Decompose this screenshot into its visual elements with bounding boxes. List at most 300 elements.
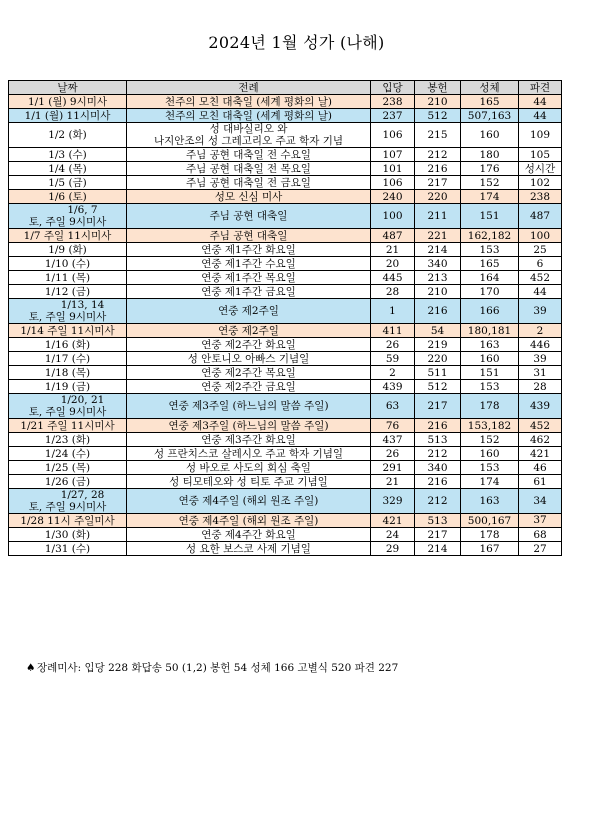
celebration-text: 연중 제4주일 (해외 원조 주일) [178, 514, 319, 527]
entrance-hymn-number: 421 [382, 514, 403, 527]
communion-hymn-number: 160 [479, 352, 500, 365]
dismissal-hymn-cell [519, 338, 562, 352]
offertory-hymn-cell [415, 229, 461, 243]
table-row [9, 257, 562, 271]
offertory-hymn-number: 220 [427, 352, 448, 365]
date-cell [9, 366, 127, 380]
entrance-hymn-cell [371, 257, 415, 271]
communion-hymn-number: 162,182 [467, 229, 512, 242]
offertory-hymn-number: 513 [427, 514, 448, 527]
offertory-hymn-cell [415, 366, 461, 380]
date-text: 1/18 (목) [44, 366, 91, 379]
offertory-hymn-cell [415, 433, 461, 447]
entrance-hymn-number: 24 [385, 528, 400, 541]
offertory-hymn-number: 512 [427, 109, 448, 122]
entrance-hymn-cell [371, 514, 415, 528]
date-text: 1/7 주일 11시미사 [23, 229, 112, 242]
dismissal-hymn-cell [519, 324, 562, 338]
dismissal-hymn-number: 39 [533, 352, 547, 365]
dismissal-hymn-number: 44 [533, 95, 547, 108]
entrance-hymn-cell [371, 285, 415, 299]
entrance-hymn-number: 237 [382, 109, 403, 122]
communion-hymn-cell [461, 148, 519, 162]
dismissal-hymn-cell [519, 461, 562, 475]
column-header-offertory: 봉헌 [415, 81, 461, 95]
offertory-hymn-number: 216 [427, 162, 448, 175]
table-row [9, 366, 562, 380]
date-cell [9, 148, 127, 162]
date-cell [9, 475, 127, 489]
offertory-hymn-number: 211 [427, 210, 448, 222]
celebration-cell [127, 433, 371, 447]
date-text: 1/4 (목) [48, 162, 87, 175]
entrance-hymn-number: 59 [385, 352, 400, 365]
communion-hymn-cell [461, 204, 519, 229]
table-row [9, 419, 562, 433]
entrance-hymn-number: 411 [382, 324, 403, 337]
offertory-hymn-number: 513 [427, 433, 448, 446]
communion-hymn-cell [461, 229, 519, 243]
communion-hymn-number: 160 [479, 129, 500, 141]
date-text: 1/2 (화) [48, 129, 87, 141]
dismissal-hymn-cell [519, 190, 562, 204]
dismissal-hymn-number: 61 [533, 475, 547, 488]
table-row [9, 95, 562, 109]
table-row [9, 109, 562, 123]
dismissal-hymn-number: 439 [529, 400, 551, 412]
date-cell [9, 123, 127, 148]
celebration-text: 성 티모테오와 성 티토 주교 기념일 [169, 475, 328, 488]
celebration-text: 연중 제2주일 [218, 324, 279, 337]
celebration-cell [127, 352, 371, 366]
table-row [9, 299, 562, 324]
date-text: 1/19 (금) [44, 380, 91, 393]
dismissal-hymn-number: 39 [533, 305, 547, 317]
entrance-hymn-number: 2 [389, 366, 396, 379]
date-cell [9, 285, 127, 299]
dismissal-hymn-cell [519, 285, 562, 299]
communion-hymn-cell [461, 243, 519, 257]
offertory-hymn-cell [415, 162, 461, 176]
offertory-hymn-cell [415, 204, 461, 229]
entrance-hymn-number: 101 [382, 162, 403, 175]
offertory-hymn-number: 212 [427, 447, 448, 460]
entrance-hymn-cell [371, 419, 415, 433]
funeral-mass-note [26, 660, 398, 675]
communion-hymn-number: 163 [479, 338, 500, 351]
entrance-hymn-cell [371, 352, 415, 366]
column-header-entrance: 입당 [371, 81, 415, 95]
table-row [9, 542, 562, 556]
communion-hymn-cell [461, 299, 519, 324]
offertory-hymn-cell [415, 257, 461, 271]
celebration-cell [127, 366, 371, 380]
celebration-text: 성 안토니오 아빠스 기념일 [187, 352, 310, 365]
dismissal-hymn-cell [519, 162, 562, 176]
celebration-cell [127, 271, 371, 285]
column-header-date: 날짜 [9, 81, 127, 95]
date-text: 1/10 (수) [44, 257, 91, 270]
offertory-hymn-cell [415, 123, 461, 148]
dismissal-hymn-number: 238 [529, 190, 551, 203]
table-row [9, 489, 562, 514]
date-text-line2: 토, 주일 9시미사 [28, 406, 107, 418]
communion-hymn-number: 153,182 [467, 419, 512, 432]
dismissal-hymn-cell [519, 204, 562, 229]
spade-icon: ♠ [26, 662, 36, 674]
dismissal-hymn-cell [519, 352, 562, 366]
communion-hymn-number: 153 [479, 243, 500, 256]
column-header-celebration: 전례 [127, 81, 371, 95]
dismissal-hymn-cell [519, 433, 562, 447]
celebration-text: 연중 제4주간 화요일 [201, 528, 296, 541]
celebration-text: 연중 제2주일 [218, 305, 279, 317]
entrance-hymn-cell [371, 338, 415, 352]
table-body [9, 95, 562, 556]
celebration-cell [127, 528, 371, 542]
celebration-text-line2: 나지안조의 성 그레고리오 주교 학자 기념 [153, 135, 344, 147]
entrance-hymn-number: 20 [385, 257, 400, 270]
celebration-cell [127, 299, 371, 324]
date-cell [9, 514, 127, 528]
celebration-cell [127, 109, 371, 123]
entrance-hymn-cell [371, 461, 415, 475]
entrance-hymn-number: 63 [385, 400, 400, 412]
celebration-text: 성 프란치스코 살레시오 주교 학자 기념일 [153, 447, 344, 460]
celebration-text: 성 요한 보스코 사제 기념일 [186, 542, 311, 555]
entrance-hymn-cell [371, 148, 415, 162]
date-text: 1/25 (목) [44, 461, 91, 474]
date-text: 1/12 (금) [44, 285, 91, 298]
celebration-cell [127, 419, 371, 433]
entrance-hymn-number: 437 [382, 433, 403, 446]
dismissal-hymn-number: 68 [533, 528, 547, 541]
celebration-cell [127, 380, 371, 394]
offertory-hymn-cell [415, 528, 461, 542]
entrance-hymn-cell [371, 243, 415, 257]
table-row [9, 352, 562, 366]
entrance-hymn-number: 291 [382, 461, 403, 474]
offertory-hymn-number: 221 [427, 229, 448, 242]
communion-hymn-number: 500,167 [467, 514, 512, 527]
communion-hymn-number: 152 [479, 433, 500, 446]
entrance-hymn-number: 1 [389, 305, 396, 317]
entrance-hymn-cell [371, 489, 415, 514]
entrance-hymn-cell [371, 366, 415, 380]
offertory-hymn-number: 216 [427, 305, 448, 317]
offertory-hymn-cell [415, 109, 461, 123]
communion-hymn-cell [461, 285, 519, 299]
entrance-hymn-number: 240 [382, 190, 403, 203]
table-row [9, 338, 562, 352]
celebration-text: 연중 제2주간 금요일 [201, 380, 296, 393]
offertory-hymn-cell [415, 352, 461, 366]
celebration-text: 연중 제2주간 목요일 [201, 366, 296, 379]
offertory-hymn-cell [415, 514, 461, 528]
celebration-cell [127, 123, 371, 148]
dismissal-hymn-number: 44 [533, 285, 547, 298]
celebration-cell [127, 489, 371, 514]
date-cell [9, 542, 127, 556]
date-text: 1/13, 14 [60, 299, 105, 311]
entrance-hymn-number: 106 [382, 129, 403, 141]
celebration-text: 연중 제3주간 화요일 [201, 433, 296, 446]
communion-hymn-cell [461, 542, 519, 556]
celebration-text: 주님 공현 대축일 [209, 229, 288, 242]
celebration-text: 연중 제2주간 화요일 [201, 338, 296, 351]
date-cell [9, 528, 127, 542]
table-row [9, 514, 562, 528]
table-row [9, 148, 562, 162]
communion-hymn-cell [461, 447, 519, 461]
offertory-hymn-cell [415, 148, 461, 162]
offertory-hymn-cell [415, 394, 461, 419]
offertory-hymn-number: 216 [427, 419, 448, 432]
date-cell [9, 243, 127, 257]
funeral-mass-text: 장례미사: 입당 228 화답송 50 (1,2) 봉헌 54 성체 166 고별식 520 파견 227 [37, 662, 399, 674]
communion-hymn-cell [461, 461, 519, 475]
dismissal-hymn-cell [519, 109, 562, 123]
entrance-hymn-cell [371, 123, 415, 148]
dismissal-hymn-number: 462 [529, 433, 551, 446]
date-text: 1/9 (화) [48, 243, 87, 256]
entrance-hymn-cell [371, 204, 415, 229]
offertory-hymn-number: 511 [427, 366, 448, 379]
entrance-hymn-cell [371, 475, 415, 489]
dismissal-hymn-number: 34 [533, 495, 547, 507]
table-row [9, 229, 562, 243]
offertory-hymn-number: 213 [427, 271, 448, 284]
entrance-hymn-number: 439 [382, 380, 403, 393]
communion-hymn-cell [461, 514, 519, 528]
dismissal-hymn-cell [519, 514, 562, 528]
entrance-hymn-cell [371, 162, 415, 176]
communion-hymn-number: 153 [479, 461, 500, 474]
celebration-cell [127, 514, 371, 528]
celebration-text: 연중 제1주간 수요일 [201, 257, 296, 270]
table-row [9, 461, 562, 475]
date-cell [9, 489, 127, 514]
date-text: 1/6 (토) [48, 190, 87, 203]
offertory-hymn-number: 217 [427, 400, 448, 412]
celebration-cell [127, 243, 371, 257]
dismissal-hymn-number: 27 [533, 542, 547, 555]
offertory-hymn-cell [415, 447, 461, 461]
entrance-hymn-number: 26 [385, 338, 400, 351]
offertory-hymn-cell [415, 489, 461, 514]
communion-hymn-cell [461, 338, 519, 352]
date-text-line2: 토, 주일 9시미사 [28, 311, 107, 323]
dismissal-hymn-number: 46 [533, 461, 547, 474]
communion-hymn-cell [461, 489, 519, 514]
date-cell [9, 324, 127, 338]
offertory-hymn-cell [415, 419, 461, 433]
entrance-hymn-cell [371, 542, 415, 556]
dismissal-hymn-number: 105 [529, 148, 551, 161]
communion-hymn-number: 178 [479, 528, 500, 541]
entrance-hymn-number: 329 [382, 495, 403, 507]
dismissal-hymn-cell [519, 299, 562, 324]
celebration-text: 연중 제3주일 (하느님의 말씀 주일) [168, 419, 329, 432]
dismissal-hymn-number: 452 [529, 419, 551, 432]
date-text: 1/3 (수) [48, 148, 87, 161]
communion-hymn-number: 153 [479, 380, 500, 393]
entrance-hymn-cell [371, 394, 415, 419]
celebration-text: 주님 공현 대축일 전 금요일 [186, 176, 311, 189]
date-text: 1/11 (목) [44, 271, 91, 284]
dismissal-hymn-number: 31 [533, 366, 547, 379]
date-cell [9, 394, 127, 419]
table-row [9, 162, 562, 176]
dismissal-hymn-cell [519, 394, 562, 419]
communion-hymn-cell [461, 109, 519, 123]
entrance-hymn-cell [371, 109, 415, 123]
offertory-hymn-cell [415, 271, 461, 285]
dismissal-hymn-cell [519, 366, 562, 380]
celebration-text: 주님 공현 대축일 [209, 210, 288, 222]
dismissal-hymn-cell [519, 542, 562, 556]
table-row [9, 394, 562, 419]
communion-hymn-number: 178 [479, 400, 500, 412]
date-cell [9, 433, 127, 447]
dismissal-hymn-number: 성시간 [524, 162, 556, 175]
date-text: 1/30 (화) [44, 528, 91, 541]
date-text: 1/27, 28 [60, 489, 105, 501]
date-cell [9, 338, 127, 352]
offertory-hymn-number: 216 [427, 475, 448, 488]
offertory-hymn-number: 219 [427, 338, 448, 351]
date-cell [9, 162, 127, 176]
dismissal-hymn-cell [519, 176, 562, 190]
dismissal-hymn-number: 6 [536, 257, 544, 270]
celebration-cell [127, 204, 371, 229]
dismissal-hymn-cell [519, 243, 562, 257]
date-text: 1/5 (금) [48, 176, 87, 189]
date-cell [9, 461, 127, 475]
column-header-communion: 성체 [461, 81, 519, 95]
date-text: 1/28 11시 주일미사 [20, 514, 115, 527]
table-header-row [9, 81, 562, 95]
date-text: 1/21 주일 11시미사 [20, 419, 115, 432]
communion-hymn-number: 151 [479, 366, 500, 379]
offertory-hymn-number: 214 [427, 542, 448, 555]
communion-hymn-cell [461, 95, 519, 109]
column-header-dismissal: 파견 [519, 81, 562, 95]
celebration-cell [127, 190, 371, 204]
entrance-hymn-number: 21 [385, 243, 400, 256]
table-row [9, 528, 562, 542]
entrance-hymn-number: 26 [385, 447, 400, 460]
celebration-cell [127, 162, 371, 176]
entrance-hymn-number: 106 [382, 176, 403, 189]
communion-hymn-cell [461, 190, 519, 204]
dismissal-hymn-cell [519, 257, 562, 271]
offertory-hymn-number: 512 [427, 380, 448, 393]
communion-hymn-number: 174 [479, 190, 500, 203]
table-row [9, 380, 562, 394]
date-cell [9, 447, 127, 461]
date-text-line2: 토, 주일 9시미사 [28, 216, 107, 228]
celebration-text: 연중 제3주일 (하느님의 말씀 주일) [168, 400, 329, 412]
table-row [9, 271, 562, 285]
offertory-hymn-number: 215 [427, 129, 448, 141]
date-text-line2: 토, 주일 9시미사 [28, 501, 107, 513]
celebration-cell [127, 338, 371, 352]
dismissal-hymn-cell [519, 528, 562, 542]
dismissal-hymn-number: 2 [536, 324, 544, 337]
date-cell [9, 419, 127, 433]
offertory-hymn-cell [415, 299, 461, 324]
offertory-hymn-number: 340 [427, 257, 448, 270]
date-cell [9, 176, 127, 190]
table-row [9, 204, 562, 229]
celebration-cell [127, 447, 371, 461]
communion-hymn-number: 151 [479, 210, 500, 222]
offertory-hymn-cell [415, 380, 461, 394]
offertory-hymn-cell [415, 338, 461, 352]
table-row [9, 324, 562, 338]
entrance-hymn-cell [371, 95, 415, 109]
offertory-hymn-cell [415, 176, 461, 190]
date-text: 1/26 (금) [44, 475, 91, 488]
communion-hymn-cell [461, 394, 519, 419]
dismissal-hymn-cell [519, 123, 562, 148]
entrance-hymn-number: 21 [385, 475, 400, 488]
date-cell [9, 257, 127, 271]
entrance-hymn-number: 76 [385, 419, 400, 432]
entrance-hymn-cell [371, 299, 415, 324]
communion-hymn-cell [461, 366, 519, 380]
table-row [9, 176, 562, 190]
dismissal-hymn-number: 452 [529, 271, 551, 284]
celebration-cell [127, 95, 371, 109]
celebration-cell [127, 148, 371, 162]
communion-hymn-number: 165 [479, 95, 500, 108]
dismissal-hymn-number: 446 [529, 338, 551, 351]
communion-hymn-cell [461, 433, 519, 447]
date-text: 1/24 (수) [44, 447, 91, 460]
celebration-cell [127, 257, 371, 271]
celebration-cell [127, 542, 371, 556]
celebration-cell [127, 324, 371, 338]
date-text: 1/17 (수) [44, 352, 91, 365]
date-text: 1/14 주일 11시미사 [20, 324, 115, 337]
dismissal-hymn-cell [519, 148, 562, 162]
table-row [9, 475, 562, 489]
communion-hymn-cell [461, 352, 519, 366]
entrance-hymn-cell [371, 380, 415, 394]
date-cell [9, 95, 127, 109]
offertory-hymn-number: 210 [427, 95, 448, 108]
offertory-hymn-cell [415, 461, 461, 475]
communion-hymn-number: 165 [479, 257, 500, 270]
date-text: 1/31 (수) [44, 542, 91, 555]
table-row [9, 447, 562, 461]
communion-hymn-cell [461, 257, 519, 271]
page-title: 2024년 1월 성가 (나해) [208, 33, 385, 52]
communion-hymn-cell [461, 324, 519, 338]
communion-hymn-cell [461, 271, 519, 285]
dismissal-hymn-cell [519, 229, 562, 243]
entrance-hymn-number: 238 [382, 95, 403, 108]
offertory-hymn-cell [415, 324, 461, 338]
entrance-hymn-cell [371, 528, 415, 542]
communion-hymn-number: 160 [479, 447, 500, 460]
dismissal-hymn-cell [519, 489, 562, 514]
communion-hymn-number: 176 [479, 162, 500, 175]
date-text: 1/1 (월) 11시미사 [24, 109, 111, 122]
entrance-hymn-number: 487 [382, 229, 403, 242]
